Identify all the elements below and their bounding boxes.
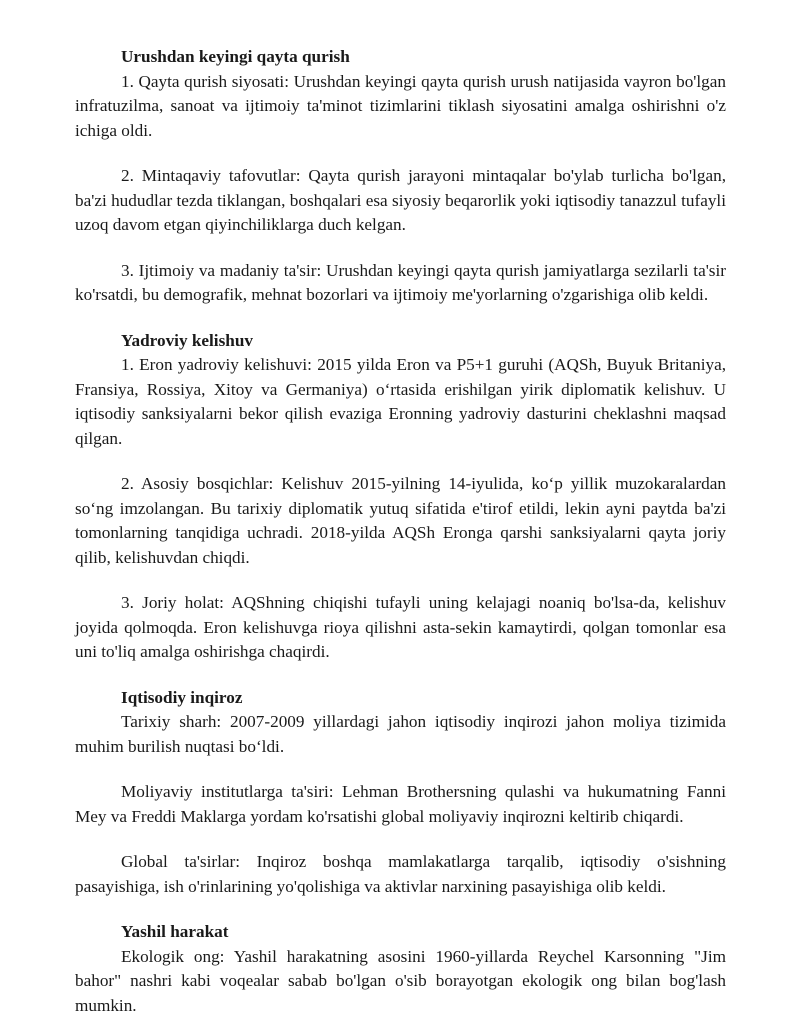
paragraph: Moliyaviy institutlarga ta'siri: Lehman Brothersning qulashi va hukumatning Fanni Mey va Freddi Maklarga yordam ko'rsatishi global moliyaviy inqirozni keltirib chiqardi. bbox=[75, 782, 726, 826]
paragraph: 1. Eron yadroviy kelishuvi: 2015 yilda Eron va P5+1 guruhi (AQSh, Buyuk Britaniya, Fransiya, Rossiya, Xitoy va Germaniya) o‘rtasida erishilgan yirik diplomatik kelishuv. U iqtisodiy sanksiyalarni bekor qilish evaziga Eronning yadroviy dasturini cheklashni maqsad qilgan. bbox=[75, 355, 726, 448]
paragraph: Global ta'sirlar: Inqiroz boshqa mamlakatlarga tarqalib, iqtisodiy o'sishning pasayishiga, ish o'rinlarining yo'qolishiga va aktivlar narxining pasayishiga olib keldi. bbox=[75, 852, 726, 896]
section-nuclear-deal bbox=[75, 329, 726, 665]
paragraph: 3. Ijtimoiy va madaniy ta'sir: Urushdan keyingi qayta qurish jamiyatlarga sezilarli ta'sir ko'rsatdi, bu demografik, mehnat bozorlari va ijtimoiy me'yorlarning o'zgarishiga olib keldi. bbox=[75, 260, 726, 304]
section-heading: Yashil harakat bbox=[121, 922, 229, 941]
section-heading: Urushdan keyingi qayta qurish bbox=[121, 47, 350, 66]
paragraph: 2. Mintaqaviy tafovutlar: Qayta qurish jarayoni mintaqalar bo'ylab turlicha bo'lgan, ba'zi hududlar tezda tiklangan, boshqalari esa siyosiy beqarorlik yoki iqtisodiy tanazzul tufayli uzoq davom etgan qiyinchiliklarga duch kelgan. bbox=[75, 166, 726, 234]
section-green-movement bbox=[75, 920, 726, 1018]
section-post-war-reconstruction bbox=[75, 45, 726, 308]
section-heading: Yadroviy kelishuv bbox=[121, 330, 253, 350]
paragraph: 1. Qayta qurish siyosati: Urushdan keyingi qayta qurish urush natijasida vayron bo'lgan infratuzilma, sanoat va ijtimoiy ta'minot tizimlarini tiklash siyosatini amalga oshirishni o'z ichiga oldi. bbox=[75, 71, 726, 140]
paragraph: 3. Joriy holat: AQShning chiqishi tufayli uning kelajagi noaniq bo'lsa-da, kelishuv joyida qolmoqda. Eron kelishuvga rioya qilishni asta-sekin kamaytirdi, qolgan tomonlar esa uni to'liq amalga oshirishga chaqirdi. bbox=[75, 593, 726, 661]
paragraph: 2. Asosiy bosqichlar: Kelishuv 2015-yilning 14-iyulida, ko‘p yillik muzokaralardan so‘ng imzolangan. Bu tarixiy diplomatik yutuq sifatida e'tirof etildi, lekin ayni paytda ba'zi tomonlarning tanqidiga uchradi. 2018-yilda AQSh Eronga qarshi sanksiyalarni qayta joriy qilib, kelishuvdan chiqdi. bbox=[75, 474, 726, 567]
paragraph: Tarixiy sharh: 2007-2009 yillardagi jahon iqtisodiy inqirozi jahon moliya tizimida muhim burilish nuqtasi bo‘ldi. bbox=[75, 712, 726, 756]
section-economic-crisis bbox=[75, 686, 726, 900]
paragraph: Ekologik ong: Yashil harakatning asosini 1960-yillarda Reychel Karsonning "Jim bahor" nashri kabi voqealar sabab bo'lgan o'sib borayotgan ekologik ong bilan bog'lash mumkin. bbox=[75, 946, 726, 1015]
section-heading: Iqtisodiy inqiroz bbox=[121, 687, 243, 707]
